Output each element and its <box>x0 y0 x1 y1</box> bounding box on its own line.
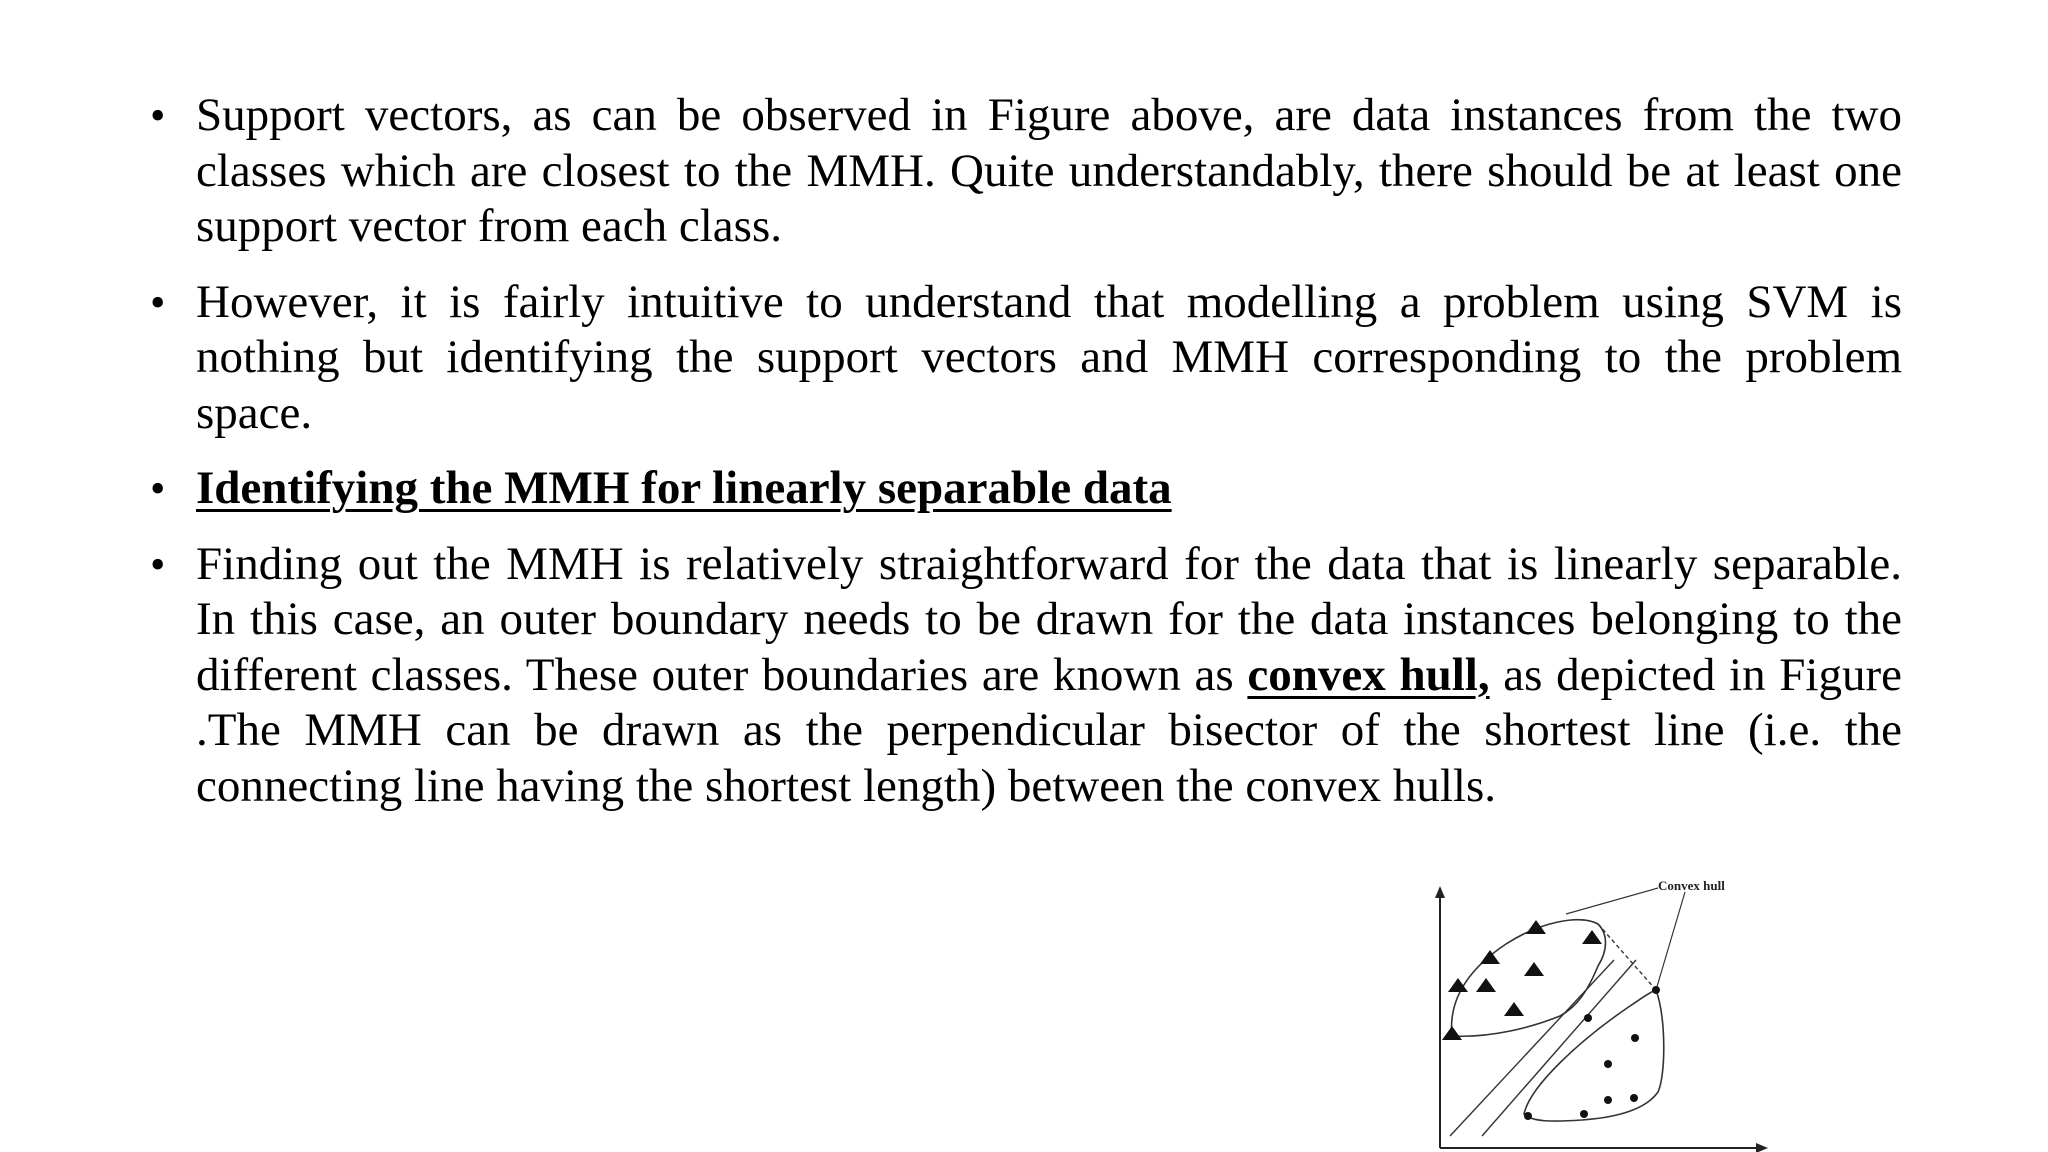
convex-hull-figure <box>1430 878 1830 1152</box>
bullet-text-after: as depicted in Figure .The MMH can be drawn as the perpendicular bisector of the shortest line (i.e. the connecting line having the shortest length) between the convex hulls. <box>196 648 1902 812</box>
circle-marker <box>1580 1110 1588 1118</box>
triangle-marker <box>1526 920 1546 934</box>
label-pointer-b <box>1656 892 1685 990</box>
circle-marker <box>1604 1060 1612 1068</box>
bullet-icon: • <box>150 91 166 140</box>
convex-hull-diagram <box>1430 878 1830 1152</box>
bullet-item-heading <box>150 461 1902 517</box>
hull-class-b <box>1524 990 1664 1121</box>
circle-marker <box>1584 1014 1592 1022</box>
convex-hull-label: Convex hull <box>1658 878 1725 893</box>
bullet-icon: • <box>150 464 166 513</box>
triangle-marker <box>1524 962 1544 976</box>
hull-class-a <box>1452 920 1606 1037</box>
bullet-text: However, it is fairly intuitive to understand that modelling a problem using SVM is nothing but identifying the support vectors and MMH corresponding to the problem space. <box>196 275 1902 439</box>
triangle-marker <box>1480 950 1500 964</box>
mmh-line <box>1450 960 1614 1136</box>
bullet-item-support-vectors <box>150 88 1902 255</box>
bullet-item-modelling <box>150 275 1902 442</box>
circle-marker <box>1630 1094 1638 1102</box>
triangle-marker <box>1504 1002 1524 1016</box>
x-axis-arrow <box>1756 1143 1768 1152</box>
bullet-text: Support vectors, as can be observed in Figure above, are data instances from the two classes which are closest to the MMH. Quite understandably, there should be at least one support vector from each class. <box>196 89 1902 252</box>
shortest-line <box>1598 924 1656 990</box>
circle-marker <box>1524 1112 1532 1120</box>
bullet-text-before: Finding out the MMH is relatively straightforward for the data that is linearly separable. In this case, an outer boundary needs to be drawn for the data instances belonging to the different classes. These outer boundaries are known as <box>196 537 1902 701</box>
circle-marker <box>1652 986 1660 994</box>
bullet-icon: • <box>150 539 166 589</box>
mmh-line-second <box>1482 960 1636 1136</box>
triangle-marker <box>1442 1026 1462 1040</box>
triangle-marker <box>1582 930 1602 944</box>
triangle-marker <box>1448 978 1468 992</box>
circle-marker <box>1604 1096 1612 1104</box>
key-term: convex hull, <box>1247 648 1490 701</box>
section-heading: Identifying the MMH for linearly separable data <box>196 462 1172 514</box>
triangle-marker <box>1476 978 1496 992</box>
y-axis-arrow <box>1435 886 1445 898</box>
bullet-icon: • <box>150 277 166 327</box>
bullet-item-convex-hull <box>150 537 1902 815</box>
circle-marker <box>1631 1034 1639 1042</box>
bullet-list <box>150 88 1902 834</box>
label-pointer-a <box>1566 888 1658 914</box>
